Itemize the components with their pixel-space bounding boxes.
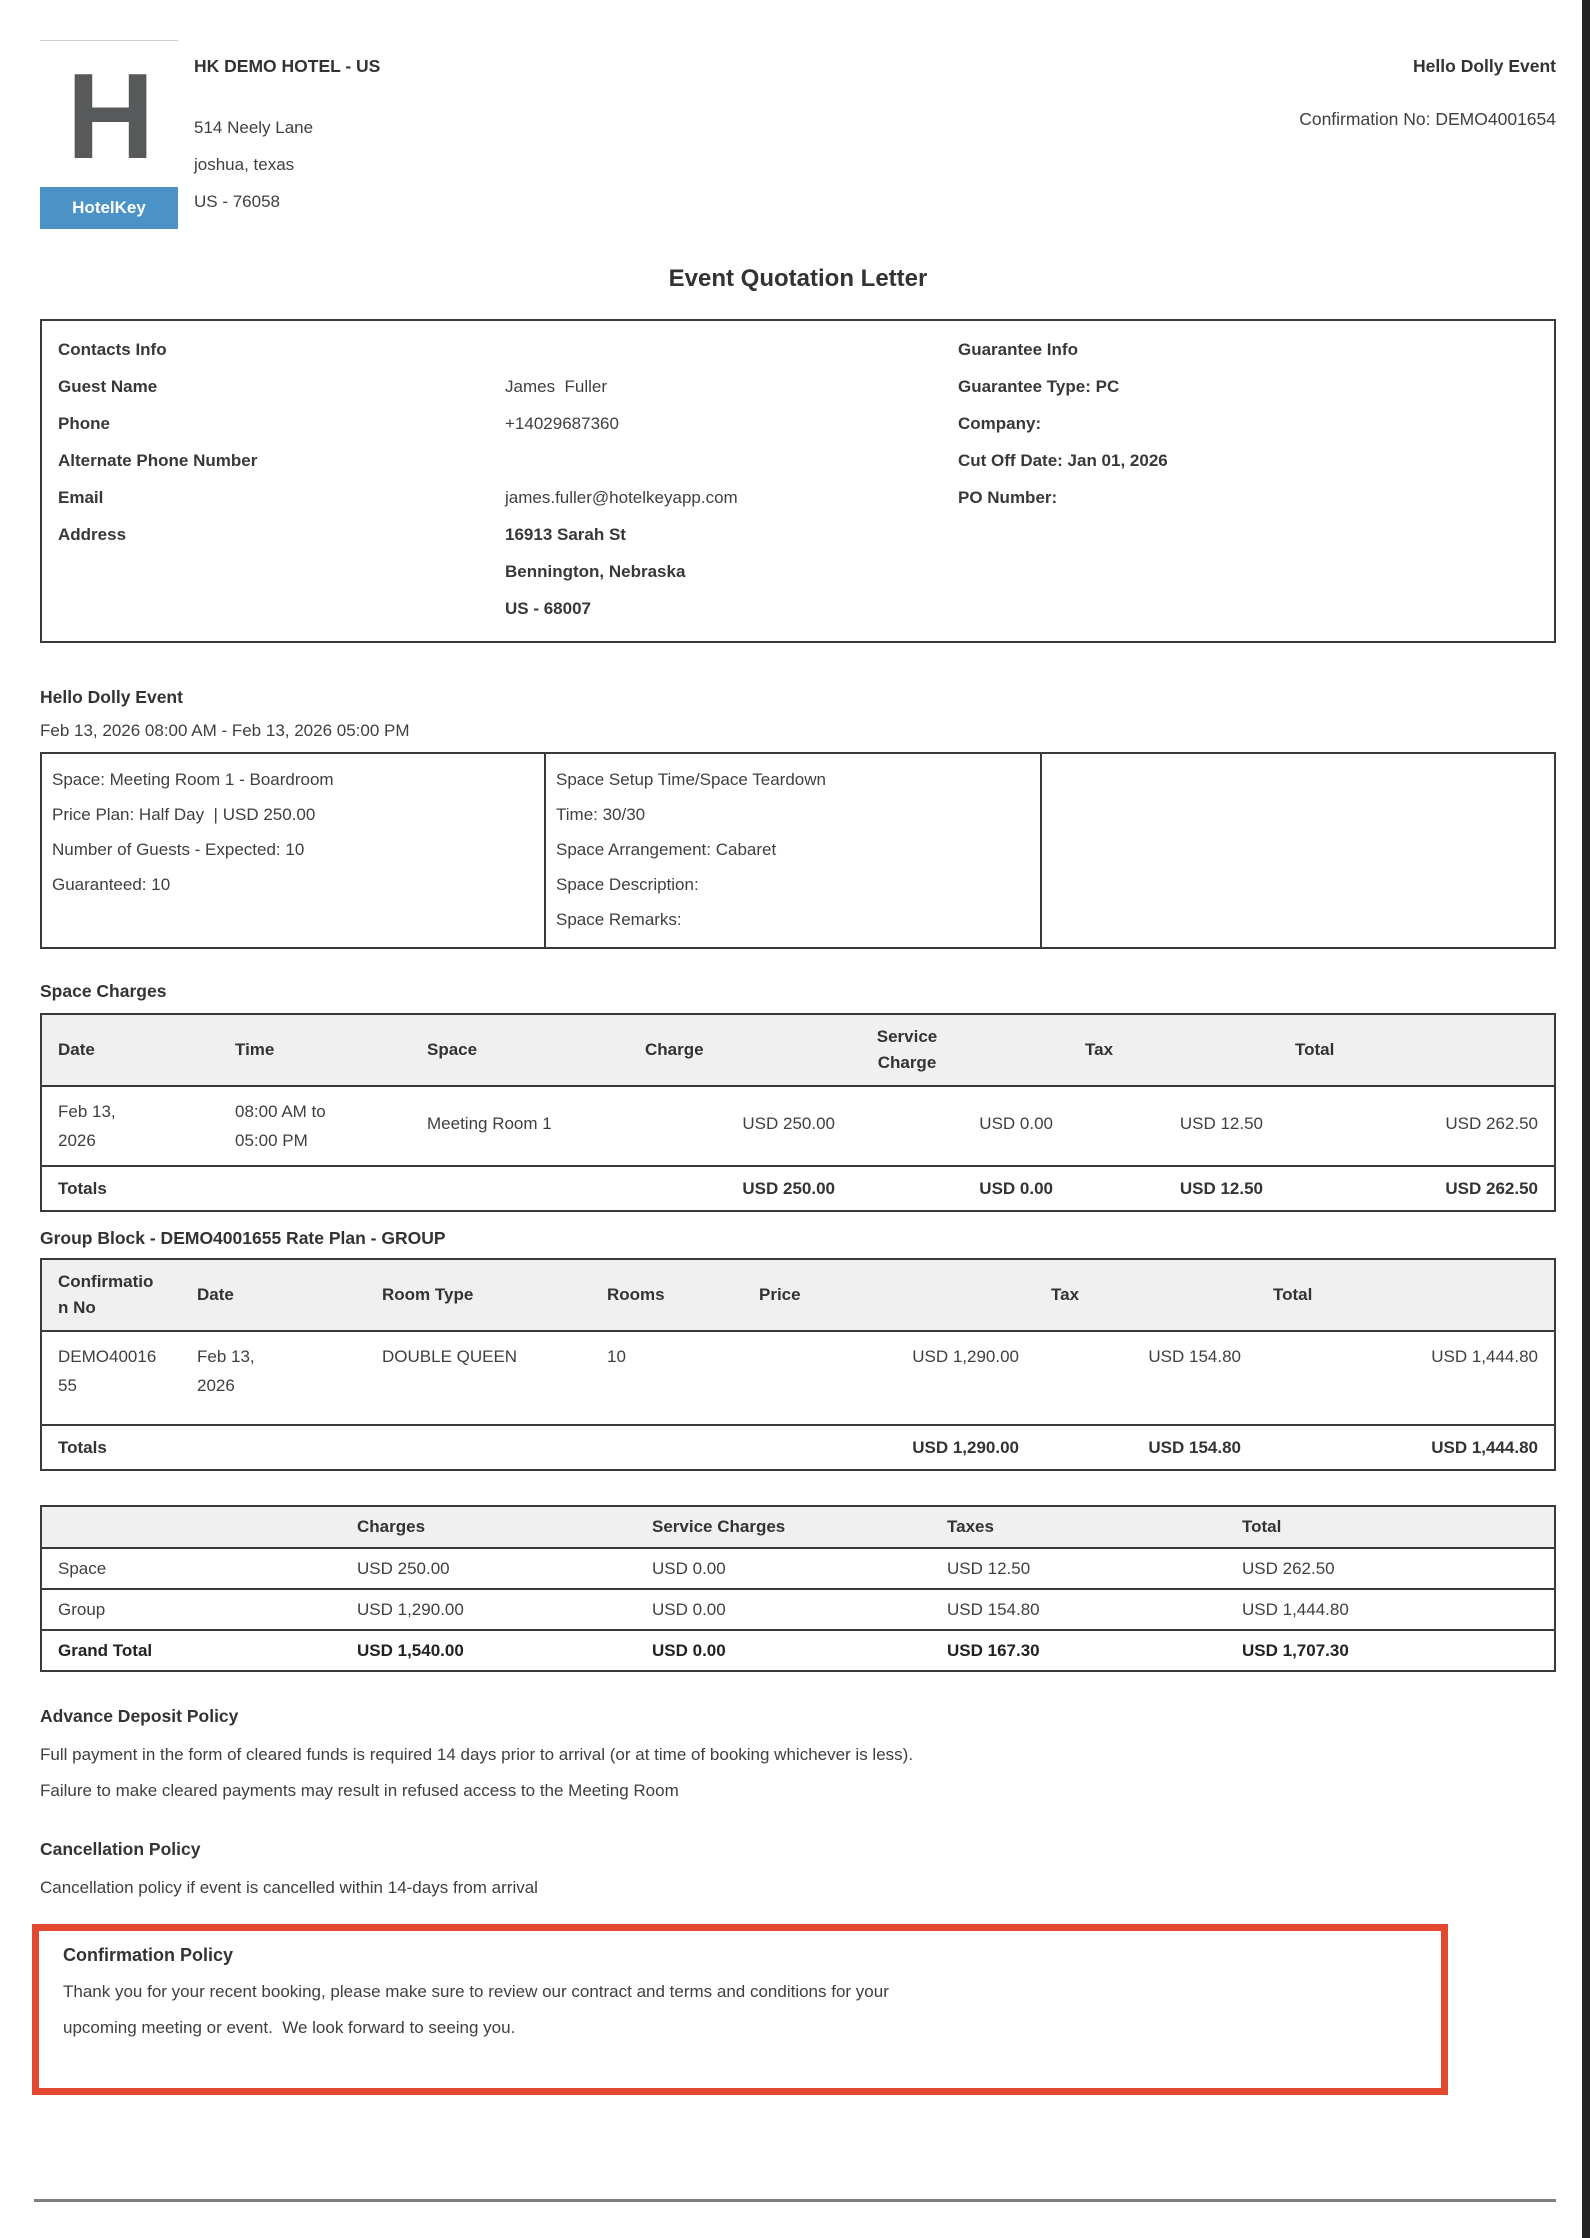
group-block-row bbox=[41, 1331, 1555, 1425]
cancellation-policy-text bbox=[40, 1870, 1556, 1906]
space-charges-heading: Space Charges bbox=[40, 981, 167, 1001]
policy-line: Thank you for your recent booking, please make sure to review our contract and terms and conditions for your bbox=[63, 1982, 889, 2001]
totals-total: USD 262.50 bbox=[1445, 1179, 1538, 1198]
cell-rooms: 10 bbox=[591, 1331, 743, 1425]
address-value-line: Bennington, Nebraska bbox=[505, 562, 686, 581]
totals-total: USD 1,444.80 bbox=[1431, 1438, 1538, 1457]
guest-name-value: James Fuller bbox=[505, 377, 608, 396]
cell-total: USD 1,707.30 bbox=[1242, 1641, 1349, 1660]
group-block-heading: Group Block - DEMO4001655 Rate Plan - GROUP bbox=[40, 1228, 446, 1248]
alternate-phone-label: Alternate Phone Number bbox=[58, 451, 258, 470]
event-name-header: Hello Dolly Event bbox=[1413, 56, 1556, 76]
event-details-col2 bbox=[544, 754, 1040, 947]
address-value-line: 16913 Sarah St bbox=[505, 525, 626, 544]
confirmation-policy-text bbox=[63, 1974, 1421, 2046]
policy-line: upcoming meeting or event. We look forward to seeing you. bbox=[63, 2018, 516, 2037]
hotelkey-brand-banner: HotelKey bbox=[40, 187, 178, 229]
header-right bbox=[1299, 40, 1556, 229]
cell-date: Feb 13, 2026 bbox=[181, 1331, 366, 1425]
email-value: james.fuller@hotelkeyapp.com bbox=[505, 488, 738, 507]
table-header-row bbox=[41, 1506, 1555, 1548]
totals-price: USD 1,290.00 bbox=[912, 1438, 1019, 1457]
guarantee-po-number: PO Number: bbox=[958, 488, 1058, 507]
space-charges-table bbox=[40, 1013, 1556, 1212]
col-confirmation-no: Confirmation No bbox=[41, 1259, 181, 1331]
col-space: Space bbox=[411, 1014, 629, 1086]
space-charge-row bbox=[41, 1086, 1555, 1166]
col-room-type: Room Type bbox=[366, 1259, 591, 1331]
event-section-heading: Hello Dolly Event bbox=[40, 687, 183, 707]
address-value-line: US - 68007 bbox=[505, 599, 591, 618]
table-header-row bbox=[41, 1259, 1555, 1331]
address-value bbox=[505, 516, 685, 627]
col-charges: Charges bbox=[341, 1506, 636, 1548]
guest-name-label: Guest Name bbox=[58, 377, 158, 396]
guarantee-heading: Guarantee Info bbox=[958, 340, 1078, 359]
address-label: Address bbox=[58, 525, 127, 544]
cell-total: USD 1,444.80 bbox=[1257, 1331, 1555, 1425]
cell-charges: USD 1,290.00 bbox=[341, 1589, 636, 1630]
guarantee-company: Company: bbox=[958, 414, 1042, 433]
cell-taxes: USD 167.30 bbox=[947, 1641, 1040, 1660]
cell-confirmation-no: DEMO4001655 bbox=[41, 1331, 181, 1425]
cell-charges: USD 250.00 bbox=[341, 1548, 636, 1589]
totals-label: Totals bbox=[58, 1438, 107, 1457]
hotel-address-line: 514 Neely Lane bbox=[194, 118, 314, 137]
phone-value: +14029687360 bbox=[505, 414, 619, 433]
summary-row-group bbox=[41, 1589, 1555, 1630]
phone-label: Phone bbox=[58, 414, 110, 433]
confirmation-policy-heading: Confirmation Policy bbox=[63, 1945, 234, 1965]
page-title: Event Quotation Letter bbox=[668, 265, 928, 292]
email-label: Email bbox=[58, 488, 104, 507]
footer-divider-gray bbox=[34, 2199, 1556, 2202]
summary-row-space bbox=[41, 1548, 1555, 1589]
totals-charge: USD 250.00 bbox=[742, 1179, 835, 1198]
totals-service-charge: USD 0.00 bbox=[979, 1179, 1053, 1198]
summary-row-grand-total bbox=[41, 1630, 1555, 1671]
event-space-description: Space Description: bbox=[556, 875, 699, 894]
cell-tax: USD 154.80 bbox=[1035, 1331, 1257, 1425]
logo-divider bbox=[40, 40, 178, 41]
space-charges-totals-row bbox=[41, 1166, 1555, 1211]
contacts-guarantee-box bbox=[40, 319, 1556, 643]
contacts-heading: Contacts Info bbox=[58, 340, 167, 359]
policy-line: Full payment in the form of cleared funds is required 14 days prior to arrival (or at time of booking whichever is less). bbox=[40, 1745, 914, 1764]
hotel-name: HK DEMO HOTEL - US bbox=[194, 56, 381, 76]
event-guests-guaranteed: Guaranteed: 10 bbox=[52, 875, 171, 894]
col-rooms: Rooms bbox=[591, 1259, 743, 1331]
hotelkey-h-icon: H bbox=[66, 48, 152, 184]
col-total: Total bbox=[1257, 1259, 1555, 1331]
document-header bbox=[40, 40, 1556, 229]
cell-service-charges: USD 0.00 bbox=[636, 1589, 931, 1630]
row-label: Group bbox=[41, 1589, 341, 1630]
advance-deposit-policy-heading: Advance Deposit Policy bbox=[40, 1706, 239, 1726]
cell-time: 08:00 AM to 05:00 PM bbox=[219, 1086, 411, 1166]
cell-charge: USD 250.00 bbox=[629, 1086, 851, 1166]
col-service-charges: Service Charges bbox=[636, 1506, 931, 1548]
cell-total: USD 1,444.80 bbox=[1226, 1589, 1555, 1630]
hotel-info bbox=[194, 40, 380, 229]
event-space: Space: Meeting Room 1 - Boardroom bbox=[52, 770, 334, 789]
cell-date: Feb 13, 2026 bbox=[41, 1086, 219, 1166]
confirmation-number: Confirmation No: DEMO4001654 bbox=[1299, 109, 1556, 129]
cell-space: Meeting Room 1 bbox=[411, 1086, 629, 1166]
table-header-row bbox=[41, 1014, 1555, 1086]
event-arrangement: Space Arrangement: Cabaret bbox=[556, 840, 777, 859]
guarantee-info-section bbox=[958, 331, 1554, 627]
col-total: Total bbox=[1226, 1506, 1555, 1548]
totals-tax: USD 154.80 bbox=[1148, 1438, 1241, 1457]
cell-price: USD 1,290.00 bbox=[743, 1331, 1035, 1425]
event-setup-time: Time: 30/30 bbox=[556, 805, 646, 824]
row-label: Grand Total bbox=[58, 1641, 153, 1660]
viewer-scrollbar-track[interactable] bbox=[1582, 0, 1590, 2238]
col-tax: Tax bbox=[1035, 1259, 1257, 1331]
cell-room-type: DOUBLE QUEEN bbox=[366, 1331, 591, 1425]
group-block-table bbox=[40, 1258, 1556, 1471]
contacts-info-section bbox=[58, 331, 958, 627]
advance-deposit-policy-text bbox=[40, 1737, 1556, 1809]
cell-total: USD 262.50 bbox=[1279, 1086, 1555, 1166]
cell-charges: USD 1,540.00 bbox=[357, 1641, 464, 1660]
hotel-logo bbox=[40, 40, 178, 229]
col-time: Time bbox=[219, 1014, 411, 1086]
col-service-charge: Service Charge bbox=[851, 1014, 1069, 1086]
cell-service-charges: USD 0.00 bbox=[652, 1641, 726, 1660]
cell-taxes: USD 154.80 bbox=[931, 1589, 1226, 1630]
col-total: Total bbox=[1279, 1014, 1555, 1086]
col-tax: Tax bbox=[1069, 1014, 1279, 1086]
col-date: Date bbox=[181, 1259, 366, 1331]
guarantee-cutoff-date: Cut Off Date: Jan 01, 2026 bbox=[958, 451, 1168, 470]
policy-line: Cancellation policy if event is cancelled within 14-days from arrival bbox=[40, 1878, 538, 1897]
event-setup-teardown: Space Setup Time/Space Teardown bbox=[556, 770, 826, 789]
cell-tax: USD 12.50 bbox=[1069, 1086, 1279, 1166]
event-details-box bbox=[40, 752, 1556, 949]
col-taxes: Taxes bbox=[931, 1506, 1226, 1548]
hotel-address-line: joshua, texas bbox=[194, 155, 295, 174]
event-guests-expected: Number of Guests - Expected: 10 bbox=[52, 840, 305, 859]
cell-service-charge: USD 0.00 bbox=[851, 1086, 1069, 1166]
cancellation-policy-heading: Cancellation Policy bbox=[40, 1839, 201, 1859]
confirmation-policy-box bbox=[32, 1924, 1448, 2095]
cell-total: USD 262.50 bbox=[1226, 1548, 1555, 1589]
totals-label: Totals bbox=[58, 1179, 107, 1198]
col-charge: Charge bbox=[629, 1014, 851, 1086]
totals-tax: USD 12.50 bbox=[1179, 1179, 1263, 1198]
event-date-range: Feb 13, 2026 08:00 AM - Feb 13, 2026 05:00 PM bbox=[40, 721, 410, 740]
charges-summary-table bbox=[40, 1505, 1556, 1672]
col-blank bbox=[41, 1506, 341, 1548]
event-price-plan: Price Plan: Half Day | USD 250.00 bbox=[52, 805, 316, 824]
policy-line: Failure to make cleared payments may result in refused access to the Meeting Room bbox=[40, 1781, 679, 1800]
guarantee-type: Guarantee Type: PC bbox=[958, 377, 1120, 396]
row-label: Space bbox=[41, 1548, 341, 1589]
event-space-remarks: Space Remarks: bbox=[556, 910, 682, 929]
col-date: Date bbox=[41, 1014, 219, 1086]
hotel-address-line: US - 76058 bbox=[194, 192, 280, 211]
col-price: Price bbox=[743, 1259, 1035, 1331]
event-details-col3 bbox=[1040, 754, 1554, 947]
group-block-totals-row bbox=[41, 1425, 1555, 1470]
event-details-col1 bbox=[42, 754, 544, 947]
cell-service-charges: USD 0.00 bbox=[636, 1548, 931, 1589]
cell-taxes: USD 12.50 bbox=[931, 1548, 1226, 1589]
